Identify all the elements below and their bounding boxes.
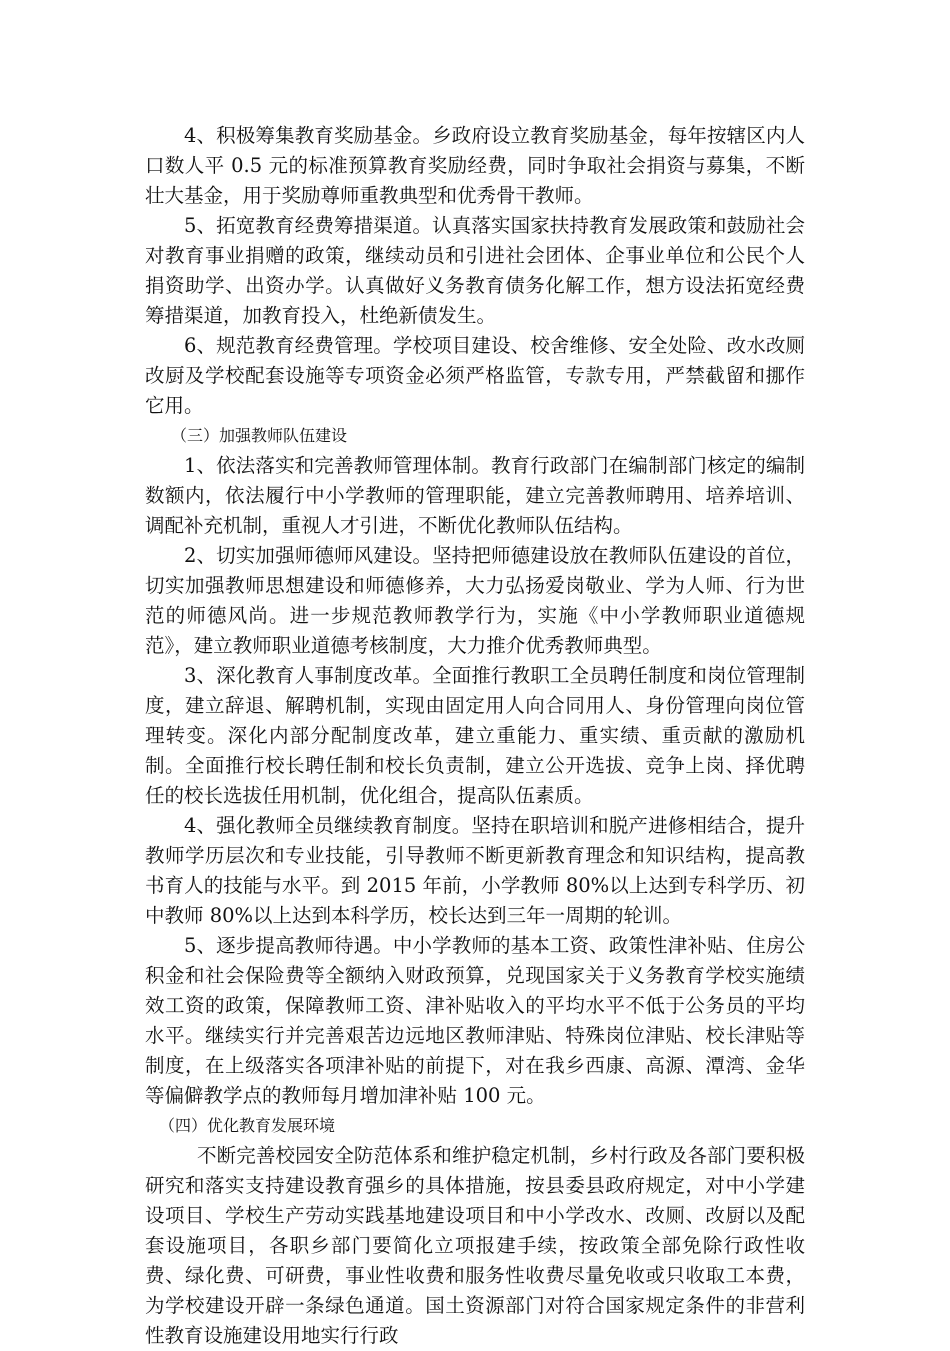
- paragraph-environment: 不断完善校园安全防范体系和维护稳定机制，乡村行政及各部门要积极研究和落实支持建设教育强乡的具体措施，按县委县政府规定，对中小学建设项目、学校生产劳动实践基地建设项目和中小学改水、改厕、改厨以及配套设施项目，各职乡部门要简化立项报建手续，按政策全部免除行政性收费、绿化费、可研费，事业性收费和服务性收费尽量免收或只收取工本费，为学校建设开辟一条绿色通道。国土资源部门对符合国家规定条件的非营利性教育设施建设用地实行行政: [145, 1144, 805, 1347]
- section-heading-teacher-team: （三）加强教师队伍建设: [171, 426, 348, 445]
- paragraph-personnel-reform: 3、深化教育人事制度改革。全面推行教职工全员聘任制度和岗位管理制度，建立辞退、解聘机制，实现由固定用人向合同用人、身份管理向岗位管理转变。深化内部分配制度改革，建立重能力、重实绩、重贡献的激励机制。全面推行校长聘任制和校长负责制，建立公开选拔、竞争上岗、择优聘任的校长选拔任用机制，优化组合，提高队伍素质。: [145, 664, 805, 807]
- paragraph-continuing-education: 4、强化教师全员继续教育制度。坚持在职培训和脱产进修相结合，提升教师学历层次和专业技能，引导教师不断更新教育理念和知识结构，提高教书育人的技能与水平。到 2015 年前，小学教师 80%以上达到专科学历、初中教师 80%以上达到本科学历，校长达到三年一周期的轮训。: [145, 814, 805, 927]
- paragraph-education-reward-fund: 4、积极筹集教育奖励基金。乡政府设立教育奖励基金，每年按辖区内人口数人平 0.5 元的标准预算教育奖励经费，同时争取社会捐资与募集，不断壮大基金，用于奖励尊师重教典型和优秀骨干教师。: [145, 124, 805, 207]
- section-heading-environment: （四）优化教育发展环境: [159, 1116, 336, 1135]
- paragraph-fund-management: 6、规范教育经费管理。学校项目建设、校舍维修、安全处险、改水改厕改厨及学校配套设施等专项资金必须严格监管，专款专用，严禁截留和挪作它用。: [145, 334, 805, 417]
- paragraph-teacher-management: 1、依法落实和完善教师管理体制。教育行政部门在编制部门核定的编制数额内，依法履行中小学教师的管理职能，建立完善教师聘用、培养培训、调配补充机制，重视人才引进，不断优化教师队伍结构。: [145, 454, 805, 537]
- paragraph-funding-channels: 5、拓宽教育经费筹措渠道。认真落实国家扶持教育发展政策和鼓励社会对教育事业捐赠的政策，继续动员和引进社会团体、企事业单位和公民个人捐资助学、出资办学。认真做好义务教育债务化解工作，想方设法拓宽经费筹措渠道，加教育投入，杜绝新债发生。: [145, 214, 805, 327]
- paragraph-teacher-ethics: 2、切实加强师德师风建设。坚持把师德建设放在教师队伍建设的首位，切实加强教师思想建设和师德修养，大力弘扬爱岗敬业、学为人师、行为世范的师德风尚。进一步规范教师教学行为，实施《中小学教师职业道德规范》，建立教师职业道德考核制度，大力推介优秀教师典型。: [145, 544, 805, 657]
- document-body: [145, 121, 805, 1351]
- paragraph-teacher-pay: 5、逐步提高教师待遇。中小学教师的基本工资、政策性津补贴、住房公积金和社会保险费等全额纳入财政预算，兑现国家关于义务教育学校实施绩效工资的政策，保障教师工资、津补贴收入的平均水平不低于公务员的平均水平。继续实行并完善艰苦边远地区教师津贴、特殊岗位津贴、校长津贴等制度，在上级落实各项津补贴的前提下，对在我乡西康、高源、潭湾、金华等偏僻教学点的教师每月增加津补贴 100 元。: [145, 934, 805, 1107]
